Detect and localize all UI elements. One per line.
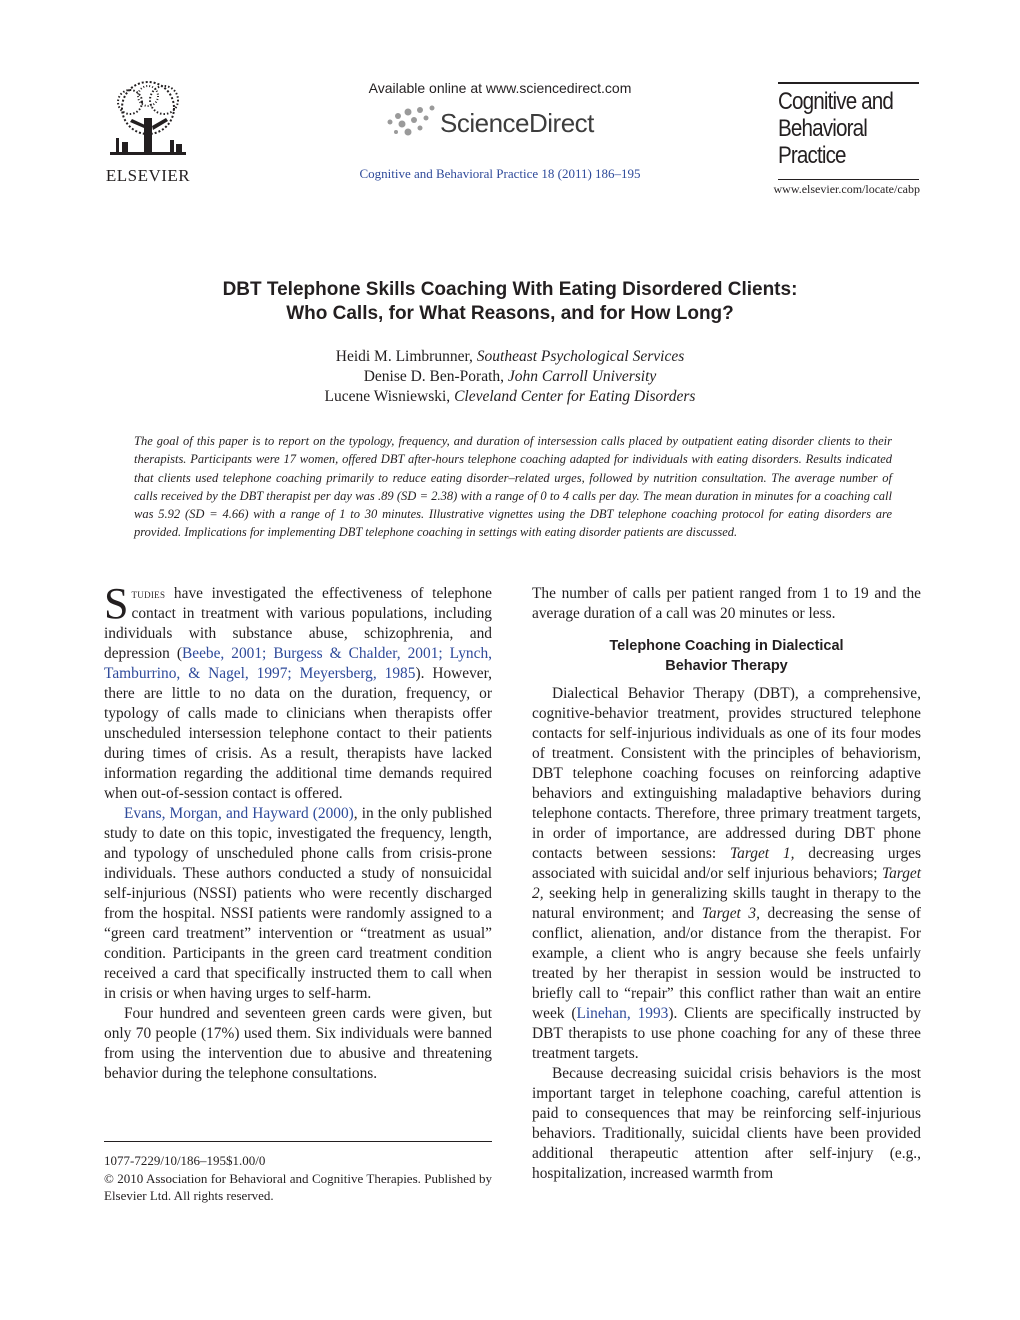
section-heading xyxy=(532,636,921,676)
body-column-left xyxy=(104,579,492,1084)
journal-title-rule xyxy=(778,179,919,180)
journal-title-block xyxy=(778,82,919,180)
body-paragraph: Because decreasing suicidal crisis behaviors is the most important target in telephone coaching, careful attention is paid to consequences that may be reinforcing self-injurious behaviors. Traditionally, suicidal clients have been provided additional therapeutic attention after self-injury (e.g., hospitalization, increased warmth from xyxy=(532,1065,921,1182)
footnote-divider xyxy=(104,1141,492,1142)
journal-url[interactable]: www.elsevier.com/locate/cabp xyxy=(773,182,920,196)
issn-line: 1077-7229/10/186–195$1.00/0 xyxy=(104,1153,266,1168)
author-entry xyxy=(160,347,860,367)
author-affiliation: John Carroll University xyxy=(507,368,657,385)
journal-title xyxy=(778,88,920,169)
author-name: Lucene Wisniewski, xyxy=(324,388,451,405)
target-label: Target 1, xyxy=(729,845,795,862)
sciencedirect-logo[interactable] xyxy=(384,102,624,142)
available-online-text[interactable]: Available online at www.sciencedirect.com xyxy=(368,80,632,96)
section-heading-line: Behavior Therapy xyxy=(665,658,788,674)
article-title xyxy=(120,278,900,326)
author-affiliation: Cleveland Center for Eating Disorders xyxy=(454,388,696,405)
body-paragraph: Four hundred and seventeen green cards were given, but only 70 people (17%) used them. Six individuals were banned from using the intervention due to abusive and threatening behavior during the telephone consultations. xyxy=(104,1005,492,1082)
copyright-line: © 2010 Association for Behavioral and Cognitive Therapies. Published by Elsevier Ltd. All rights reserved. xyxy=(104,1170,492,1203)
paragraph-text: Dialectical Behavior Therapy (DBT), a comprehensive, cognitive-behavior treatment, provides structured telephone contacts for self-injurious individuals as one of its four modes of treatment. Consistent with the principles of behaviorism, DBT telephone coaching focuses on reinforcing adaptive behaviors and extinguishing maladaptive behaviors during telephone contacts. Therefore, three primary treatment targets, in order of importance, are addressed during DBT phone contacts between sessions: xyxy=(532,685,921,862)
journal-title-line: Practice xyxy=(778,142,846,169)
body-paragraph xyxy=(532,684,921,1064)
paragraph-text: ). However, there are little to no data on the duration, frequency, or typology of calls made to clinicians when therapists offer unscheduled intersession telephone contact to their patients during times of crisis. As a result, therapists have lacked information regarding the additional time demands required when out-of-session contact is offered. xyxy=(104,665,492,802)
small-caps-lead: tudies xyxy=(131,586,166,601)
body-paragraph xyxy=(104,804,492,1004)
author-entry xyxy=(160,387,860,407)
paragraph-text: have investigated the effectiveness of telephone contact in treatment with various populations, including individuals with substance abuse, schizophrenia, and depression ( xyxy=(104,585,492,662)
paragraph-text: , in the only published study to date on this topic, investigated the frequency, length, and typology of unscheduled phone calls from crisis-prone individuals. These authors conducted a study of nonsuicidal self-injurious (NSSI) patients who were recently discharged from the hospital. NSSI patients were randomly assigned to a “green card treatment” intervention or “treatment as usual” condition. Participants in the green card treatment condition received a card that specifically instructed them to call when in crisis or when having urges to self-harm. xyxy=(104,805,492,1002)
publisher-name: ELSEVIER xyxy=(105,166,191,185)
paragraph-text: decreasing the sense of conflict, alienation, and/or distance from the therapist. For example, a client who is angry because she feels unfairly treated by her therapist in session would be instructed to briefly call to “repair” this conflict rather than wait an entire week ( xyxy=(532,905,922,1022)
journal-title-line: Behavioral xyxy=(778,115,867,142)
author-name: Heidi M. Limbrunner, xyxy=(335,348,473,365)
target-label: Target 2, xyxy=(532,865,921,902)
citation-link[interactable]: Linehan, 1993 xyxy=(576,1005,669,1022)
paragraph-text: seeking help in generalizing skills taught in therapy to the natural environment; and xyxy=(532,885,921,922)
abstract: The goal of this paper is to report on the typology, frequency, and duration of intersession calls placed by outpatient eating disorder clients to their therapists. Participants were 17 women, offered DBT after-hours telephone coaching adapted for individuals with eating disorders. Results indicated that clients used telephone coaching primarily to reduce eating disorder–related urges, followed by nutrition consultation. The average number of calls received by the DBT therapist per day was .89 (SD = 2.38) with a range of 0 to 4 calls per day. The mean duration in minutes for a coaching call was 5.92 (SD = 4.66) with a range of 1 to 30 minutes. Illustrative vignettes using the DBT telephone coaching protocol for eating disorders are provided. Implications for implementing DBT telephone coaching in settings with eating disorder patients are discussed. xyxy=(134,434,892,540)
author-affiliation: Southeast Psychological Services xyxy=(476,348,685,365)
target-label: Target 3, xyxy=(701,905,760,922)
author-name: Denise D. Ben-Porath, xyxy=(363,368,505,385)
body-paragraph xyxy=(104,579,492,804)
paragraph-text: decreasing urges associated with suicidal and/or self injurious behaviors; xyxy=(532,845,921,882)
body-column-right xyxy=(532,584,921,1184)
sciencedirect-dots-icon xyxy=(384,102,440,142)
journal-citation[interactable]: Cognitive and Behavioral Practice 18 (2011) 186–195 xyxy=(359,166,641,181)
body-paragraph: The number of calls per patient ranged from 1 to 19 and the average duration of a call was 20 minutes or less. xyxy=(532,585,921,622)
citation-link[interactable]: Beebe, 2001; Burgess & Chalder, 2001; Lynch, Tamburrino, & Nagel, 1997; Meyersberg, 1985 xyxy=(104,645,492,682)
elsevier-tree-icon xyxy=(100,78,196,164)
footnote xyxy=(104,1152,492,1205)
elsevier-logo xyxy=(100,78,196,186)
citation-link[interactable]: Evans, Morgan, and Hayward (2000) xyxy=(124,805,354,822)
author-entry xyxy=(160,367,860,387)
article-title-line: Who Calls, for What Reasons, and for How Long? xyxy=(286,303,734,324)
journal-title-line: Cognitive and xyxy=(778,88,894,115)
sciencedirect-wordmark: ScienceDirect xyxy=(440,108,594,138)
author-list xyxy=(160,347,860,407)
drop-cap: S xyxy=(104,579,129,628)
section-heading-line: Telephone Coaching in Dialectical xyxy=(609,638,844,654)
paragraph-text: ). Clients are specifically instructed by DBT therapists to use phone coaching for any of these three treatment targets. xyxy=(532,1005,921,1062)
article-title-line: DBT Telephone Skills Coaching With Eating Disordered Clients: xyxy=(222,279,798,300)
